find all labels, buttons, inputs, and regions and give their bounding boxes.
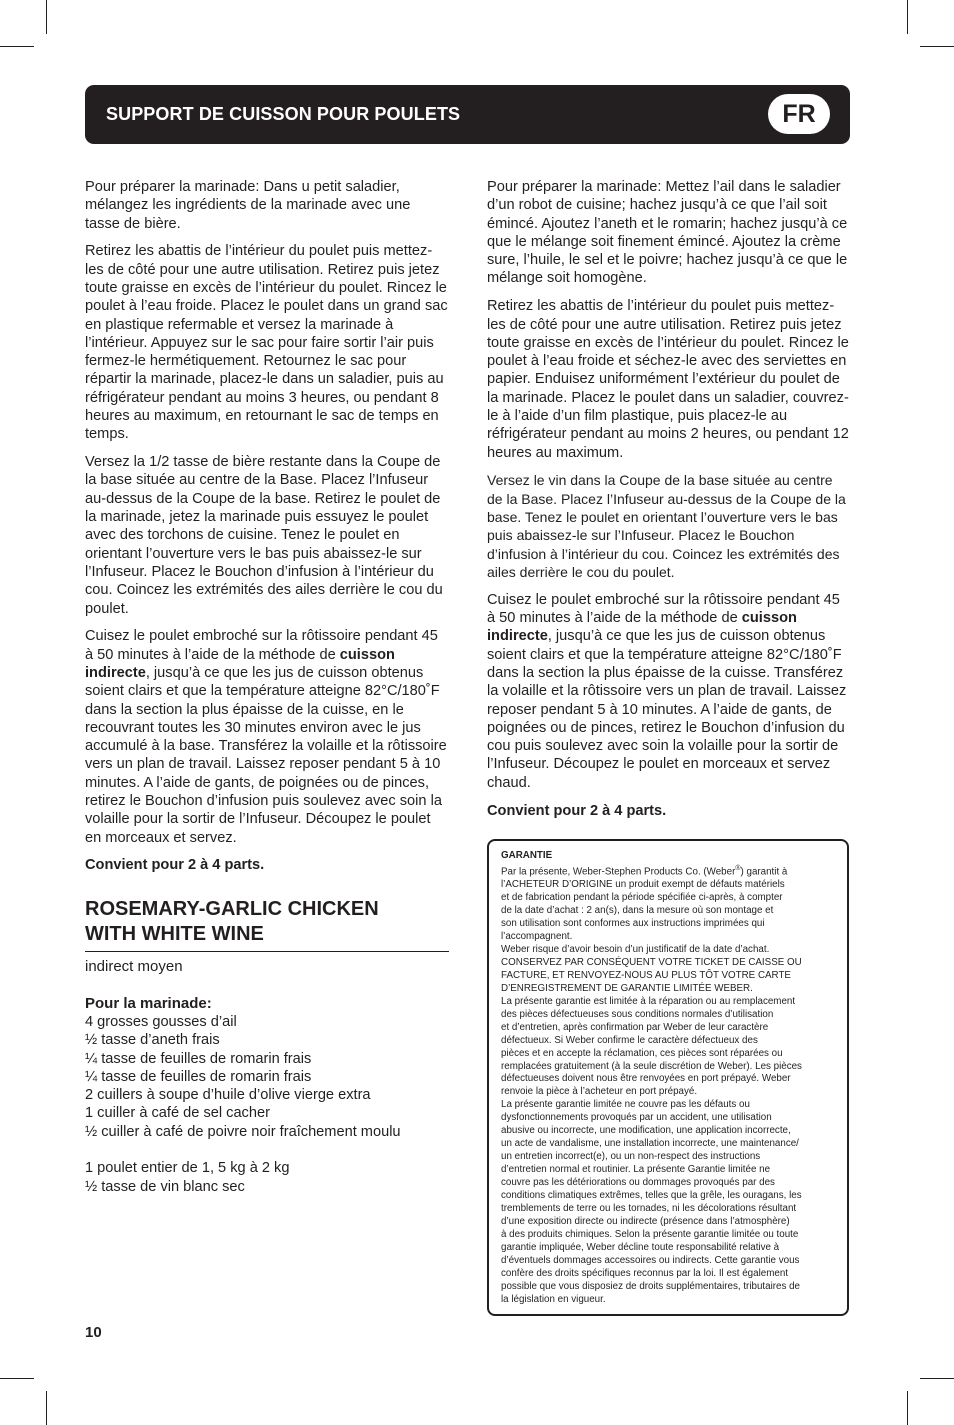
recipe-method: indirect moyen <box>85 957 183 975</box>
section-title: SUPPORT DE CUISSON POUR POULETS <box>106 104 461 124</box>
crop-mark-top-left-vertical <box>46 0 47 34</box>
ingredient-item: 4 grosses gousses d’ail <box>85 1013 237 1030</box>
ingredient-item: 1 cuiller à café de sel cacher <box>85 1105 270 1122</box>
marinade-heading: Pour la marinade: <box>85 994 212 1012</box>
right-cooking-paragraph <box>487 591 851 792</box>
warranty-box <box>487 839 849 1316</box>
right-paragraph: Retirez les abattis de l’intérieur du poulet puis mettez-les de côté pour une autre utilisation. Retirez puis jetez toute graisse en excès de l’intérieur du poulet. Rincez le poulet à l’eau froide et séchez-le avec des serviettes en papier. Enduisez uniformément l’extérieur du poulet de la marinade. Placez le poulet dans un saladier, couvrez-le à l’aide d’un film plastique, puis placez-le au réfrigérateur pendant au moins 2 heures, ou pendant 12 heures au maximum. <box>487 298 849 461</box>
crop-mark-bottom-right-horizontal <box>920 1378 954 1379</box>
ingredient-item: 1 poulet entier de 1, 5 kg à 2 kg <box>85 1160 290 1177</box>
left-column <box>85 178 449 1196</box>
ingredient-spacer <box>85 1141 449 1159</box>
right-paragraph: Versez le vin dans la Coupe de la base située au centre de la Base. Placez l’Infuseur au-dessus de la Coupe de la base. Tenez le poulet en orientant l’ouverture vers le bas puis abaissez-le sur l’Infuseur. Placez le Bouchon d’infusion à l’intérieur du cou. Coincez les extrémités des ailes derrière le cou du poulet. <box>487 472 846 580</box>
ingredient-item: ¼ tasse de feuilles de romarin frais <box>85 1050 312 1067</box>
warranty-text-rest: ) garantit à l’ACHETEUR D’ORIGINE un produit exempt de défauts matériels et de fabrication pendant la période spécifiée ci-après, à compter de la date d’achat : 2 an(s), dans la mesure où son montage et son utilisation sont conformes aux instructions imprimées qui l’accompagnent. Weber risque d’avoir besoin d’un justificatif de la date d’achat. CONSERVEZ PAR CONSÉQUENT VOTRE TICKET DE CAISSE OU FACTURE, ET RENVOYEZ-NOUS AU PLUS TÔT VOTRE CARTE D’ENREGISTREMENT DE GARANTIE LIMITÉE WEBER. La présente garantie est limitée à la réparation ou au remplacement des pièces défectueuses sous conditions normales d’utilisation et d’entretien, après confirmation par Weber de leur caractère défectueux. Si Weber confirme le caractère défectueux des pièces et en accepte la réclamation, ces pièces sont réparées ou remplacées gratuitement (à la seule discrétion de Weber). Les pièces défectueuses doivent nous être renvoyées en port prépayé. Weber renvoie la pièce à l’acheteur en port prépayé. La présente garantie limitée ne couvre pas les défauts ou dysfonctionnements provoqués par un accident, une utilisation abusive ou incorrecte, une modification, une application incorrecte, un acte de vandalisme, une installation incorrecte, une maintenance/ un entretien incorrect(e), ou un non-respect des instructions d’entretien normal et routinier. La présente Garantie limitée ne couvre pas les détériorations ou dommages provoqués par des conditions climatiques extrêmes, telles que la grêle, les ouragans, les tremblements de terre ou les tornades, ni les décolorations résultant d’une exposition directe ou indirecte (présence dans l’atmosphère) à des produits chimiques. Selon la présente garantie limitée ou toute garantie impliquée, Weber décline toute responsabilité relative à d’éventuels dommages accessoires ou indirects. Cette garantie vous confère des droits spécifiques reconnus par la loi. Il est également possible que vous disposiez de droits supplémentaires, tributaires de la législation en vigueur. <box>501 866 802 1305</box>
crop-mark-bottom-left-horizontal <box>0 1378 34 1379</box>
crop-mark-top-right-vertical <box>907 0 908 34</box>
left-yield: Convient pour 2 à 4 parts. <box>85 857 265 874</box>
section-banner <box>85 85 850 144</box>
cook-text: , jusqu’à ce que les jus de cuisson obtenus soient clairs et que la température atteigne 82°C/180˚F dans la section la plus épaisse de la cuisse. Transférez la volaille et la rôtissoire vers un plan de travail. Laissez reposer pendant 5 à 10 minutes. A l’aide de gants, de poignées ou de pinces, retirez le Bouchon d’infusion du cou puis soulevez avec soin la volaille pour la sortir de l’Infuseur. Découpez le poulet en morceaux et servez chaud. <box>487 628 847 791</box>
warranty-heading: GARANTIE <box>501 850 553 861</box>
left-paragraph: Versez la 1/2 tasse de bière restante dans la Coupe de la base située au centre de la Base. Placez l’Infuseur au-dessus de la Coupe de la base. Retirez le poulet de la marinade, jetez la marinade puis essuyez le poulet avec des torchons de cuisine. Tenez le poulet en orientant l’ouverture vers le bas puis abaissez-le sur l’Infuseur. Placez le Bouchon d’infusion à l’intérieur du cou. Coincez les extrémités des ailes derrière le cou du poulet. <box>85 454 443 617</box>
cook-method: cuisson indirecte <box>85 646 395 681</box>
recipe-title-line: ROSEMARY-GARLIC CHICKEN <box>85 897 379 920</box>
language-badge: FR <box>768 94 830 134</box>
ingredient-item: 2 cuillers à soupe d’huile d’olive vierge extra <box>85 1087 371 1104</box>
left-cooking-paragraph <box>85 627 449 847</box>
page-number: 10 <box>85 1324 102 1341</box>
recipe-title <box>85 897 449 952</box>
ingredient-item: ¼ tasse de feuilles de romarin frais <box>85 1068 312 1085</box>
recipe-title-line: WITH WHITE WINE <box>85 922 264 945</box>
ingredient-item: ½ tasse d’aneth frais <box>85 1032 220 1049</box>
warranty-text <box>501 863 835 1307</box>
crop-mark-top-left-horizontal <box>0 46 34 47</box>
right-yield: Convient pour 2 à 4 parts. <box>487 802 667 819</box>
cook-text: , jusqu’à ce que les jus de cuisson obtenus soient clairs et que la température atteigne 82°C/180˚F dans la section la plus épaisse de la cuisse, en le recouvrant toutes les 30 minutes environ avec le jus accumulé à la base. Transférez la volaille et la rôtissoire vers un plan de travail. Laissez reposer pendant 5 à 10 minutes. A l’aide de gants, de poignées ou de pinces, retirez le Bouchon d’infusion puis soulevez avec soin la volaille pour la sortir de l’Infuseur. Découpez le poulet en morceaux et servez. <box>85 664 447 846</box>
crop-mark-bottom-right-vertical <box>907 1391 908 1425</box>
right-column <box>487 178 851 829</box>
left-paragraph: Retirez les abattis de l’intérieur du poulet puis mettez-les de côté pour une autre utilisation. Retirez puis jetez toute graisse en excès de l’intérieur du poulet. Rincez le poulet à l’eau froide. Placez le poulet dans un grand sac en plastique refermable et versez la marinade à l’intérieur. Appuyez sur le sac pour faire sortir l’air puis fermez-le hermétiquement. Retournez le sac pour répartir la marinade, placez-le dans un saladier, puis au réfrigérateur pendant au moins 3 heures, ou pendant 8 heures au maximum, en retournant le sac de temps en temps. <box>85 243 448 443</box>
right-paragraph: Pour préparer la marinade: Mettez l’ail dans le saladier d’un robot de cuisine; hachez jusqu’à ce que l’ail soit émincé. Ajoutez l’aneth et le romarin; hachez jusqu’à ce que le mélange soit finement émincé. Ajoutez la crème sure, l’huile, le sel et le poivre; hachez jusqu’à ce que le mélange soit homogène. <box>487 179 848 287</box>
warranty-text-start: Par la présente, Weber-Stephen Products Co. (Weber <box>501 866 736 878</box>
crop-mark-top-right-horizontal <box>920 46 954 47</box>
ingredient-item: ½ cuiller à café de poivre noir fraîchement moulu <box>85 1123 401 1140</box>
left-paragraph: Pour préparer la marinade: Dans u petit saladier, mélangez les ingrédients de la marinade avec une tasse de bière. <box>85 179 411 232</box>
registered-mark: ® <box>735 864 741 872</box>
crop-mark-bottom-left-vertical <box>46 1391 47 1425</box>
ingredient-list <box>85 1013 449 1196</box>
ingredient-item: ½ tasse de vin blanc sec <box>85 1178 245 1195</box>
cook-text: Cuisez le poulet embroché sur la rôtissoire pendant 45 à 50 minutes à l’aide de la méthode de <box>487 591 840 627</box>
cook-method: cuisson indirecte <box>487 610 797 645</box>
cook-text: Cuisez le poulet embroché sur la rôtissoire pendant 45 à 50 minutes à l’aide de la méthode de <box>85 628 438 663</box>
